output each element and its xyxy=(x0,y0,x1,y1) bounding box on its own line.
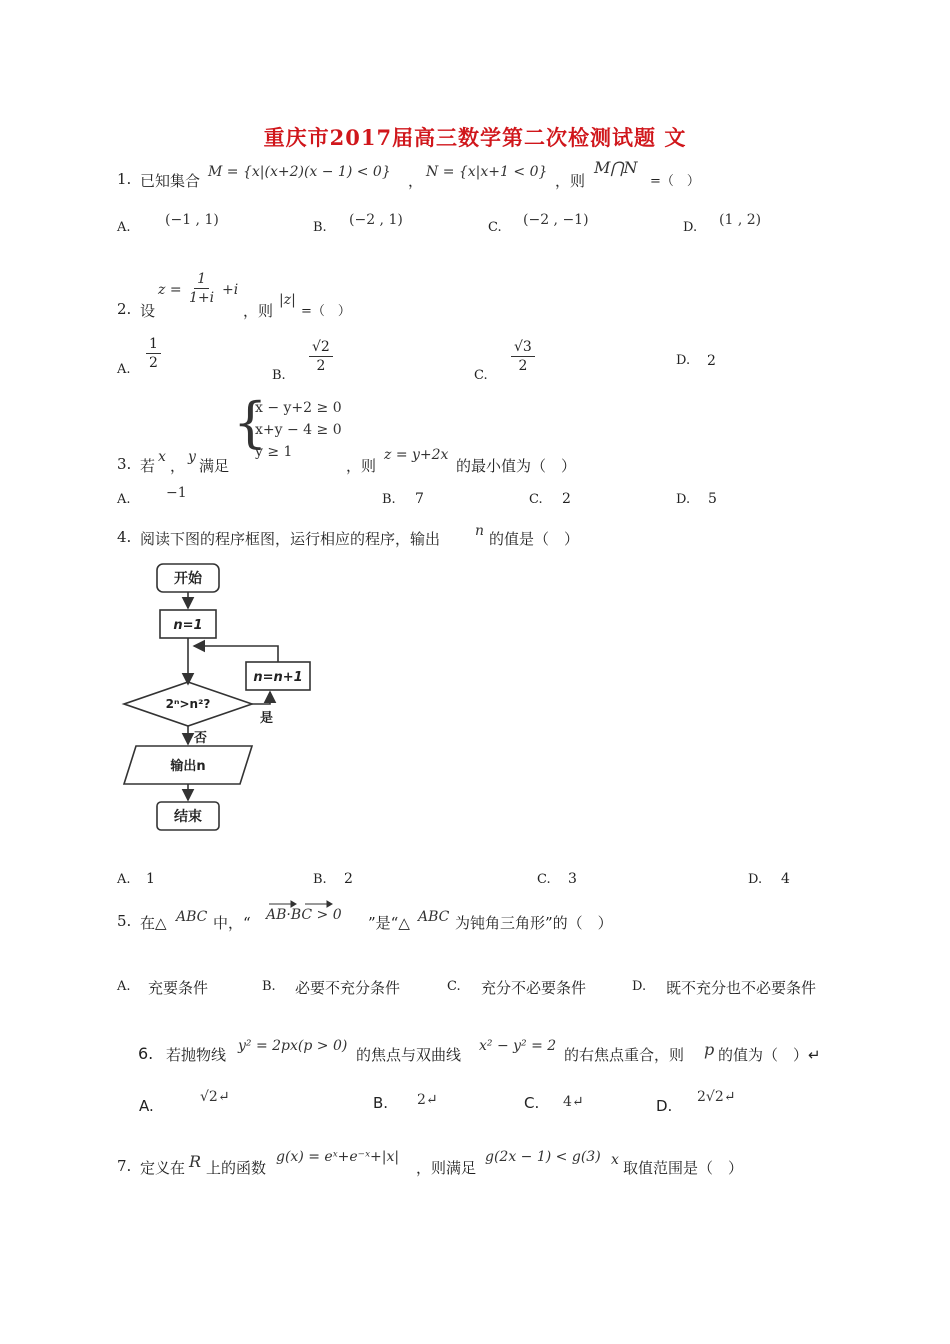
option-letter: B. xyxy=(272,368,286,383)
math-y: y xyxy=(188,449,196,465)
question-number: 5. xyxy=(117,912,132,930)
question-text: 满足 xyxy=(199,457,230,475)
question-text: =（ ） xyxy=(301,304,351,319)
question-text: 的值为（ ）↵ xyxy=(718,1046,821,1064)
end-label: 结束 xyxy=(174,809,202,825)
math-inequality: g(2x − 1) < g(3) xyxy=(485,1149,601,1165)
option-value: 5 xyxy=(708,491,717,507)
question-text: 的焦点与双曲线 xyxy=(356,1046,462,1064)
option-value: (−2 , −1) xyxy=(523,212,589,228)
option-value: 2 xyxy=(344,871,353,887)
no-label: 否 xyxy=(194,731,208,746)
option-value: 2 xyxy=(707,353,716,369)
option-value: (1 , 2) xyxy=(719,212,762,228)
fraction-denominator: 2 xyxy=(518,358,528,374)
math-hyperbola: x² − y² = 2 xyxy=(479,1038,557,1054)
question-text: 的最小值为（ ） xyxy=(456,457,577,475)
question-text: 的右焦点重合，则 xyxy=(564,1046,685,1064)
math-vector-product: AB·BC > 0 xyxy=(266,907,342,923)
fraction-denominator: 1+i xyxy=(189,290,215,306)
math-function: g(x) = eˣ+e⁻ˣ+|x| xyxy=(276,1149,400,1165)
option-fraction xyxy=(146,335,161,372)
option-value: (−2 , 1) xyxy=(349,212,403,228)
constraint-3: y ≥ 1 xyxy=(255,444,293,460)
question-text: ，则 xyxy=(243,302,274,320)
option-value: 2 xyxy=(562,491,571,507)
yes-label: 是 xyxy=(260,711,274,726)
fraction-numerator: √3 xyxy=(511,338,535,357)
math-r: R xyxy=(189,1152,202,1171)
fraction-denominator: 2 xyxy=(316,358,326,374)
start-label: 开始 xyxy=(174,571,202,587)
option-value: 4↵ xyxy=(563,1094,584,1110)
option-letter: C. xyxy=(524,1094,540,1112)
update-label: n=n+1 xyxy=(253,670,303,685)
question-text: ，则 xyxy=(555,172,586,190)
math-n: n xyxy=(475,523,485,539)
question-text: 的值是（ ） xyxy=(489,530,580,548)
fraction-denominator: 2 xyxy=(146,353,161,372)
option-value: 1 xyxy=(146,871,155,887)
option-letter: B. xyxy=(313,220,327,235)
option-letter: B. xyxy=(373,1094,389,1112)
math-objective: z = y+2x xyxy=(384,447,449,463)
question-number: 1. xyxy=(117,170,132,188)
option-value: 充分不必要条件 xyxy=(481,979,587,997)
question-text: 若抛物线 xyxy=(166,1046,227,1064)
question-text: ，则 xyxy=(346,457,377,475)
question-text: 阅读下图的程序框图，运行相应的程序，输出 xyxy=(140,530,441,548)
math-set-n: N = {x|x+1 < 0} xyxy=(426,164,548,180)
option-value: 2√2↵ xyxy=(697,1089,736,1105)
option-letter: D. xyxy=(632,979,647,994)
option-letter: D. xyxy=(683,220,698,235)
option-letter: A. xyxy=(117,220,131,235)
question-text: 上的函数 xyxy=(206,1159,267,1177)
option-letter: A. xyxy=(117,979,131,994)
option-letter: D. xyxy=(656,1097,673,1115)
option-letter: D. xyxy=(676,353,691,368)
option-letter: C. xyxy=(474,368,488,383)
question-text: 若 xyxy=(140,457,156,475)
option-value: 充要条件 xyxy=(148,979,209,997)
question-number: 2. xyxy=(117,300,132,318)
system-brace: { xyxy=(233,391,268,454)
question-text: =（ ） xyxy=(650,174,700,189)
page-title: 重庆市2017届高三数学第二次检测试题 文 xyxy=(263,125,687,150)
constraint-2: x+y − 4 ≥ 0 xyxy=(255,422,342,438)
option-letter: A. xyxy=(117,492,131,507)
math-z: z = xyxy=(158,282,182,298)
option-value: 7 xyxy=(415,491,424,507)
option-fraction xyxy=(511,338,535,375)
question-text: 为钝角三角形”的（ ） xyxy=(455,914,613,932)
output-label: 输出n xyxy=(170,759,206,774)
question-number: 7. xyxy=(117,1157,132,1175)
fraction-numerator: 1 xyxy=(149,336,158,352)
condition-label: 2ⁿ>n²? xyxy=(165,697,211,711)
question-number: 3. xyxy=(117,455,132,473)
question-text: ，则满足 xyxy=(416,1159,477,1177)
punctuation: ， xyxy=(170,457,186,475)
question-number: 4. xyxy=(117,528,132,546)
option-value: 4 xyxy=(781,871,790,887)
option-value: √2↵ xyxy=(200,1089,230,1105)
option-value: −1 xyxy=(166,485,187,501)
option-value: 2↵ xyxy=(417,1092,438,1108)
math-intersection: M⋂N xyxy=(594,158,638,177)
math-fraction xyxy=(186,270,217,307)
question-text: 在△ xyxy=(140,914,167,932)
option-letter: B. xyxy=(262,979,276,994)
option-letter: D. xyxy=(748,872,763,887)
option-letter: C. xyxy=(488,220,502,235)
math-p: p xyxy=(704,1040,715,1059)
option-letter: C. xyxy=(529,492,543,507)
fraction-numerator: √2 xyxy=(309,338,333,357)
question-text: 取值范围是（ ） xyxy=(623,1159,744,1177)
option-letter: A. xyxy=(117,362,131,377)
question-number: 6. xyxy=(138,1044,154,1063)
option-letter: A. xyxy=(117,872,131,887)
question-text: 设 xyxy=(140,302,156,320)
constraint-1: x − y+2 ≥ 0 xyxy=(255,400,342,416)
option-value: 必要不充分条件 xyxy=(295,979,401,997)
question-text: 中，“ xyxy=(213,914,251,932)
math-parabola: y² = 2px(p > 0) xyxy=(238,1038,348,1054)
option-letter: D. xyxy=(676,492,691,507)
option-value: (−1 , 1) xyxy=(165,212,219,228)
flowchart xyxy=(110,556,330,842)
math-x: x xyxy=(158,449,166,465)
punctuation: ， xyxy=(408,172,424,190)
math-z-tail: +i xyxy=(222,282,239,298)
option-value: 3 xyxy=(568,871,577,887)
question-text: 已知集合 xyxy=(140,172,201,190)
option-letter: A. xyxy=(139,1097,154,1115)
math-triangle: ABC xyxy=(418,909,450,925)
option-fraction xyxy=(309,338,333,375)
option-letter: B. xyxy=(313,872,327,887)
question-text: 定义在 xyxy=(140,1159,186,1177)
init-label: n=1 xyxy=(173,618,203,633)
math-abs: |z| xyxy=(279,292,296,308)
option-letter: C. xyxy=(447,979,461,994)
math-set-m: M = {x|(x+2)(x − 1) < 0} xyxy=(208,164,391,180)
option-letter: C. xyxy=(537,872,551,887)
math-triangle: ABC xyxy=(176,909,208,925)
option-letter: B. xyxy=(382,492,396,507)
fraction-numerator: 1 xyxy=(194,270,209,289)
option-value: 既不充分也不必要条件 xyxy=(666,979,817,997)
math-x: x xyxy=(611,1152,619,1168)
question-text: ”是“△ xyxy=(368,914,410,932)
